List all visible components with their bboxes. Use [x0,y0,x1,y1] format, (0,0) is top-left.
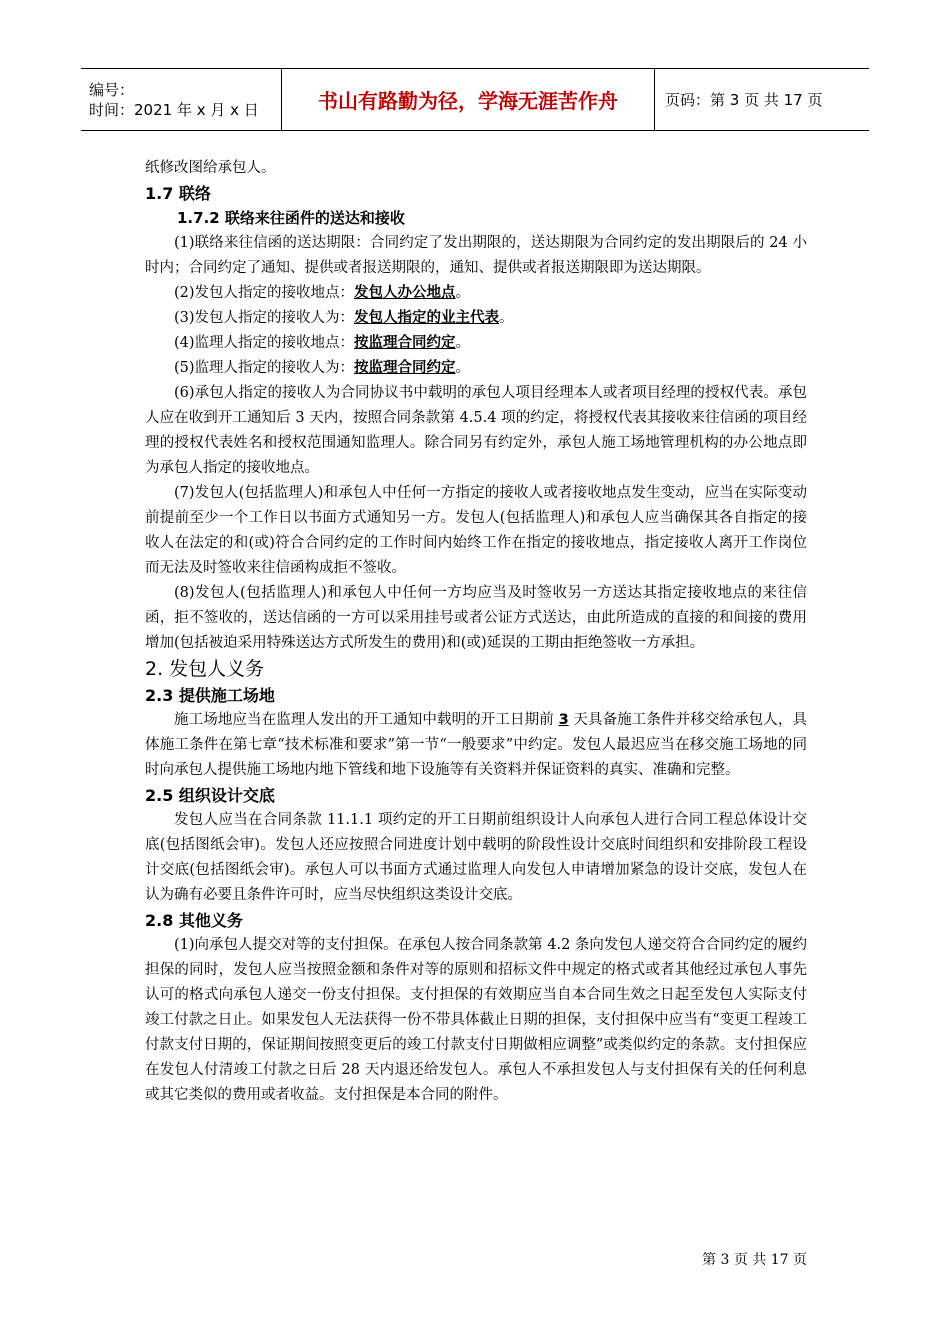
p9-part-a: 施工场地应当在监理人发出的开工通知中载明的开工日期前 [174,712,559,728]
section-1-7-title: 1.7 联络 [145,184,211,203]
paragraph-7: (7)发包人(包括监理人)和承包人中任何一方指定的接收人或者接收地点发生变动，应当在实际变动前提前至少一个工作日以书面方式通知另一方。发包人(包括监理人)和承包人应当确保其各自指定的接收人在法定的和(或)符合合同约定的工作时间内始终工作在指定的接收地点，指定接收人离开工作岗位而无法及时签收来往信函构成拒不签收。 [145,485,807,576]
p3-label: (3)发包人指定的接收人为： [174,310,355,326]
p9-days: 3 [558,712,569,728]
paragraph-6: (6)承包人指定的接收人为合同协议书中载明的承包人项目经理本人或者项目经理的授权代表。承包人应在收到开工通知后 3 天内，按照合同条款第 4.5.4 项的约定，将授权代表其接收来往信函的项目经理的授权代表姓名和授权范围通知监理人。除合同另有约定外，承包人施工场地管理机构的办公地点即为承包人指定的接收地点。 [145,385,807,476]
paragraph-9 [145,708,807,783]
paragraph-11: (1)向承包人提交对等的支付担保。在承包人按合同条款第 4.2 条向发包人递交符合合同约定的履约担保的同时，发包人应当按照金额和条件对等的原则和招标文件中规定的格式或者其他经过承包人事先认可的格式向承包人递交一份支付担保。支付担保的有效期应当自本合同生效之日起至发包人实际支付竣工付款之日止。如果发包人无法获得一份不带具体截止日期的担保，支付担保中应当有“变更工程竣工付款支付日期的，保证期间按照变更后的竣工付款支付日期做相应调整”或类似约定的条款。支付担保应在发包人付清竣工付款之日后 28 天内退还给发包人。承包人不承担发包人与支付担保有关的任何利息或其它类似的费用或者收益。支付担保是本合同的附件。 [145,937,807,1103]
p3-end: 。 [499,310,514,326]
continued-line: 纸修改图给承包人。 [145,160,276,176]
p5-end: 。 [455,360,471,376]
p3-value: 发包人指定的业主代表 [354,310,500,326]
doc-number-label: 编号： [89,80,135,99]
section-2-3-title: 2.3 提供施工场地 [145,686,275,705]
section-2-8-title: 2.8 其他义务 [145,911,243,930]
p4-end: 。 [455,335,471,351]
page-code-text: 页码：第 3 页 共 17 页 [665,91,823,109]
section-2-5-title: 2.5 组织设计交底 [145,786,275,805]
page-header [81,68,869,131]
paragraph-10: 发包人应当在合同条款 11.1.1 项约定的开工日期前组织设计人向承包人进行合同工程总体设计交底(包括图纸会审)。发包人还应按照合同进度计划中载明的阶段性设计交底时间组织和安排阶段工程设计交底(包括图纸会审)。承包人可以书面方式通过监理人向发包人申请增加紧急的设计交底，发包人在认为确有必要且条件许可时，应当尽快组织这类设计交底。 [145,812,807,903]
header-motto [282,69,655,130]
section-1-7-2-title: 1.7.2 联络来往函件的送达和接收 [177,209,405,227]
paragraph-4 [145,331,807,356]
header-page-code [655,69,869,130]
paragraph-8: (8)发包人(包括监理人)和承包人中任何一方均应当及时签收另一方送达其指定接收地点的来往信函，拒不签收的，送达信函的一方可以采用挂号或者公证方式送达，由此所造成的直接的和间接的费用增加(包括被迫采用特殊送达方式所发生的费用)和(或)延误的工期由拒绝签收一方承担。 [145,585,807,651]
p2-label: (2)发包人指定的接收地点： [174,285,355,301]
paragraph-1: (1)联络来往信函的送达期限：合同约定了发出期限的，送达期限为合同约定的发出期限后的 24 小时内；合同约定了通知、提供或者报送期限的，通知、提供或者报送期限即为送达期限。 [145,235,807,276]
page-footer: 第 3 页 共 17 页 [702,1252,807,1268]
p5-value: 按监理合同约定 [354,360,456,376]
p4-value: 按监理合同约定 [354,335,456,351]
p2-end: 。 [455,285,471,301]
p9-part-b: 天具备施工条件并移交给承包人，具体施工条件在第七章“技术标准和要求”第一节“一般要求”中约定。发包人最迟应当在移交施工场地的同时向承包人提供施工场地内地下管线和地下设施等有关资料并保证资料的真实、准确和完整。 [145,712,808,778]
motto-text: 书山有路勤为径，学海无涯苦作舟 [318,89,618,113]
document-body [145,156,807,1108]
p2-value: 发包人办公地点 [354,285,456,301]
paragraph-5 [145,356,807,381]
p5-label: (5)监理人指定的接收人为： [174,360,355,376]
section-2-title: 2. 发包人义务 [145,658,265,680]
paragraph-3 [145,306,807,331]
doc-date: 时间：2021 年 x 月 x 日 [89,100,259,119]
p4-label: (4)监理人指定的接收地点： [174,335,355,351]
paragraph-2 [145,281,807,306]
header-left [81,69,282,130]
